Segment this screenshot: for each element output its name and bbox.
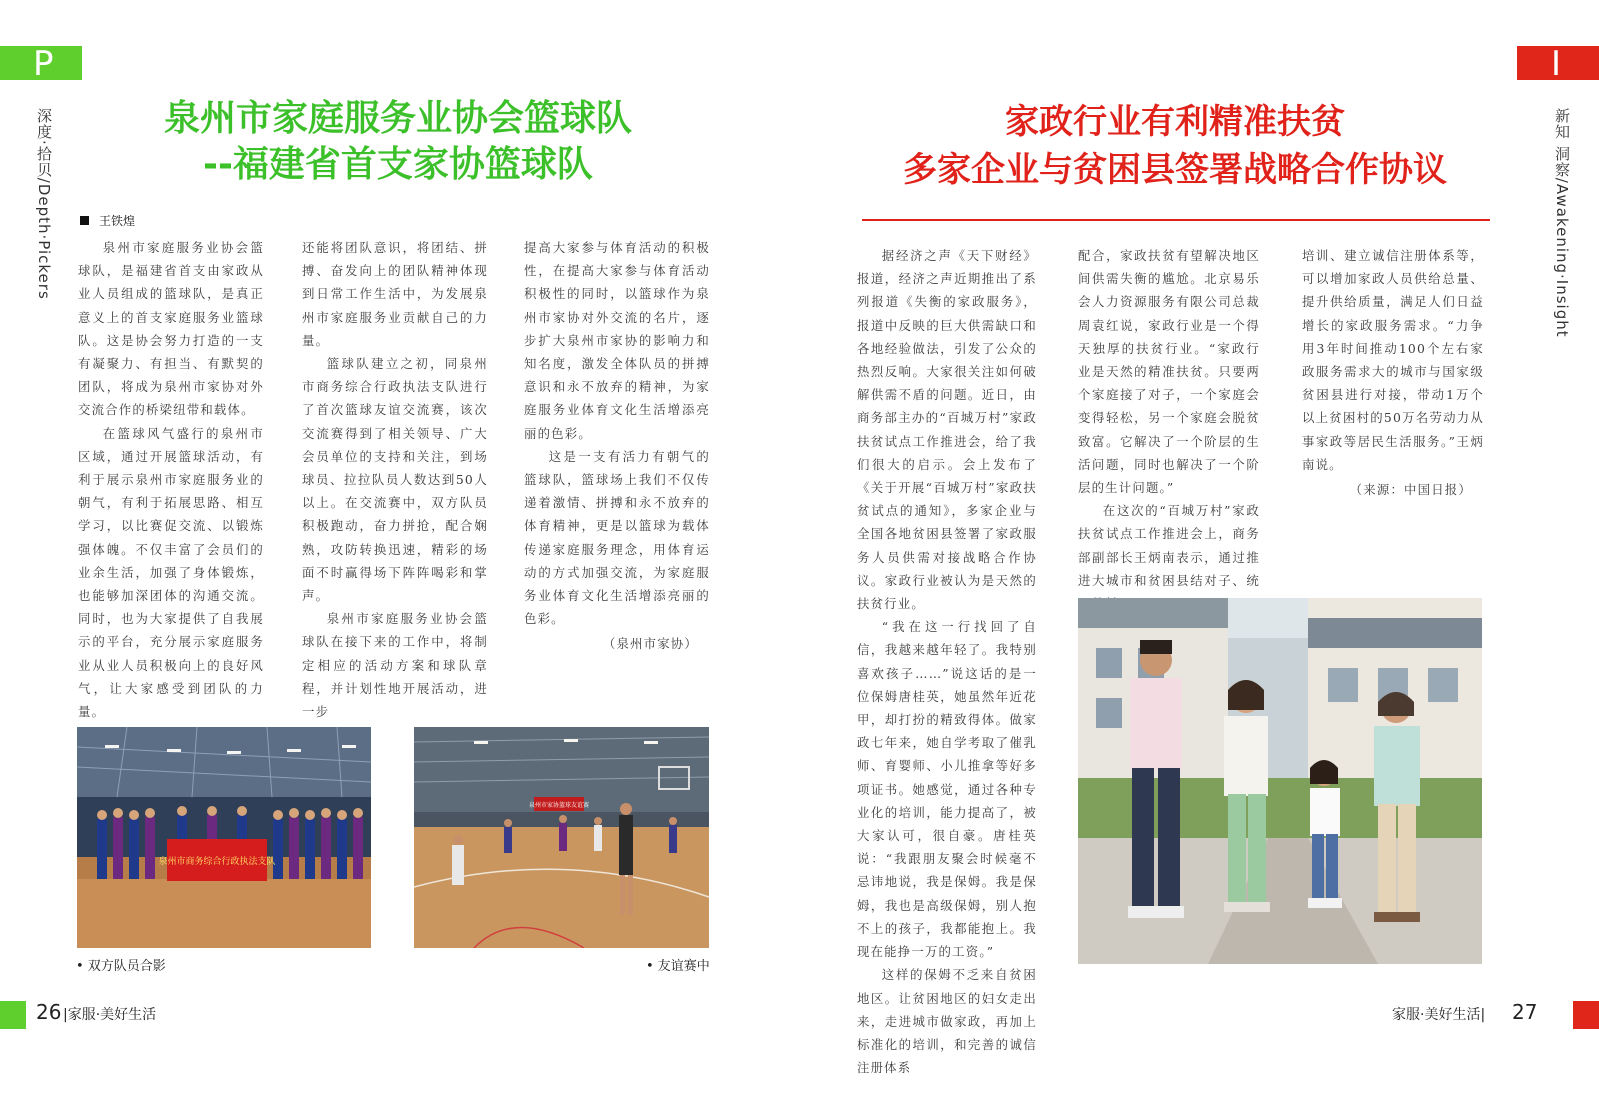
game-photo <box>414 727 709 948</box>
paragraph: 这样的保姆不乏来自贫困地区。让贫困地区的妇女走出来，走进城市做家政，再加上标准化的培训，和完善的诚信注册体系 <box>857 967 1037 1076</box>
left-article-title <box>88 96 708 188</box>
photo1-caption: • 双方队员合影 <box>76 959 166 974</box>
paragraph: 泉州市家庭服务业协会篮球队，是福建省首支由家政从业人员组成的篮球队，是真正意义上的首支家庭服务业篮球队。这是协会努力打造的一支有凝聚力、有担当、有默契的团队，将成为泉州市家协对外交流合作的桥梁纽带和载体。 <box>78 240 264 418</box>
page-number-left: 26 <box>36 1000 62 1024</box>
paragraph: 培训、建立诚信注册体系等，可以增加家政人员供给总量、提升供给质量，满足人们日益增长的家政服务需求。“力争用3年时间推动100个左右家政服务需求大的城市与国家级贫困县进行对接，带动1万个以上贫困村的50万名劳动力从事家政等居民生活服务。”王炳南说。 <box>1302 248 1484 472</box>
right-article-title <box>850 98 1500 194</box>
paragraph: 配合，家政扶贫有望解决地区间供需失衡的尴尬。北京易乐会人力资源服务有限公司总裁周袁红说，家政行业是一个得天独厚的扶贫行业。“家政行业是天然的精准扶贫。只要两个家庭接了对子，一个家庭会变得轻松，另一个家庭会脱贫致富。它解决了一个阶层的生活问题，同时也解决了一个阶层的生计问题。” <box>1078 248 1260 496</box>
section-tab-i <box>1517 44 1599 84</box>
section-tab-p <box>0 44 82 84</box>
author-name: 王铁煌 <box>99 214 136 228</box>
photo2-caption: • 友谊赛中 <box>646 959 710 974</box>
paragraph: 还能将团队意识，将团结、拼搏、奋发向上的团队精神体现到日常工作生活中，为发展泉州市家庭服务业贡献自己的力量。 <box>302 240 488 348</box>
source-credit: （泉州市家协） <box>602 636 698 652</box>
section-letter-p: P <box>33 44 54 84</box>
photo1-banner-text: 泉州市商务综合行政执法支队 <box>158 857 276 867</box>
right-column-2 <box>1078 244 1260 615</box>
left-title-line1: 泉州市家庭服务业协会篮球队 <box>163 98 632 139</box>
family-walking-photo <box>1078 598 1482 964</box>
left-title-line2: --福建省首支家协篮球队 <box>203 144 593 185</box>
source-credit: （来源：中国日报） <box>1349 482 1472 498</box>
paragraph: 这是一支有活力有朝气的篮球队，篮球场上我们不仅传递着激情、拼搏和永不放弃的体育精神，更是以篮球为载体传递家庭服务理念，用体育运动的方式加强交流，为家庭服务业体育文化生活增添亮丽的色彩。 <box>524 448 710 627</box>
right-title-line2: 多家企业与贫困县签署战略合作协议 <box>903 150 1447 190</box>
paragraph: 篮球队建立之初，同泉州市商务综合行政执法支队进行了首次篮球友谊交流赛，该次交流赛得到了相关领导、广大会员单位的支持和关注，到场球员、拉拉队员人数达到50人以上。在交流赛中，双方队员积极跑动，奋力拼抢，配合娴熟，攻防转换迅速，精彩的场面不时赢得场下阵阵喝彩和掌声。 <box>302 356 488 604</box>
paragraph: 泉州市家庭服务业协会篮球队在接下来的工作中，将制定相应的活动方案和球队章程，并计划性地开展活动，进一步 <box>302 611 488 720</box>
paragraph: 在这次的“百城万村”家政扶贫试点工作推进会上，商务部副部长王炳南表示，通过推进大城市和贫困县结对子、统 <box>1078 503 1260 588</box>
section-letter-i: I <box>1551 44 1562 84</box>
team-group-photo <box>77 727 371 948</box>
author-line <box>80 212 135 229</box>
footer-label-right: 家服·美好生活| <box>1392 1007 1486 1023</box>
right-column-1 <box>857 244 1037 1079</box>
title-divider <box>862 219 1490 221</box>
footer-label-left: |家服·美好生活 <box>63 1007 157 1023</box>
footer-bar-left <box>0 1001 26 1029</box>
paragraph: 提高大家参与体育活动的积极性，在提高大家参与体育活动积极性的同时，以篮球作为泉州市家协对外交流的名片，逐步扩大泉州市家协的影响力和知名度，激发全体队员的拼搏意识和永不放弃的精神，为家庭服务业体育文化生活增添亮丽的色彩。 <box>524 240 710 441</box>
author-square-icon <box>80 216 89 225</box>
right-column-3 <box>1302 244 1484 501</box>
page-number-right: 27 <box>1512 1000 1538 1024</box>
paragraph: “我在这一行找回了自信，我越来越年轻了。我特别喜欢孩子……”说这话的是一位保姆唐桂英，她虽然年近花甲，却打扮的精致得体。做家政七年来，她自学考取了催乳师、育婴师、小儿推拿等好多项证书。她感觉，通过各种专业化的培训，能力提高了，被大家认可，很自豪。唐桂英说：“我跟朋友聚会时候毫不忌讳地说，我是保姆。我是保姆，我也是高级保姆，别人抱不上的孩子，我都能抱上。我现在能挣一万的工资。” <box>857 619 1037 960</box>
section-label-right: 新知 洞察/Awakening·Insight <box>1553 108 1571 338</box>
section-label-left: 深度·拾贝/Depth·Pickers <box>35 108 53 300</box>
left-column-2 <box>302 236 488 723</box>
photo2-banner-text: 泉州市家协篮球友谊赛 <box>528 802 590 809</box>
paragraph: 在篮球风气盛行的泉州市区域，通过开展篮球活动，有利于展示泉州市家庭服务业的朝气，有利于拓展思路、相互学习，以比赛促交流、以锻炼强体魄。不仅丰富了会员们的业余生活，加强了身体锻炼，也能够加深团体的沟通交流。同时，也为大家提供了自我展示的平台，充分展示家庭服务业从业人员积极向上的良好风气，让大家感受到团队的力量。 <box>78 425 264 720</box>
right-title-line1: 家政行业有利精准扶贫 <box>1005 102 1345 142</box>
paragraph: 据经济之声《天下财经》报道，经济之声近期推出了系列报道《失衡的家政服务》，报道中反映的巨大供需缺口和各地经验做法，引发了公众的热烈反响。大家很关注如何破解供需不盾的问题。近日，由商务部主办的“百城万村”家政扶贫试点工作推进会，给了我们很大的启示。会上发布了《关于开展“百城万村”家政扶贫试点的通知》，多家企业与全国各地贫困县签署了家政服务人员供需对接战略合作协议。家政行业被认为是天然的扶贫行业。 <box>857 248 1037 612</box>
left-column-1 <box>78 236 264 723</box>
footer-bar-right <box>1573 1001 1599 1029</box>
left-column-3 <box>524 236 710 656</box>
